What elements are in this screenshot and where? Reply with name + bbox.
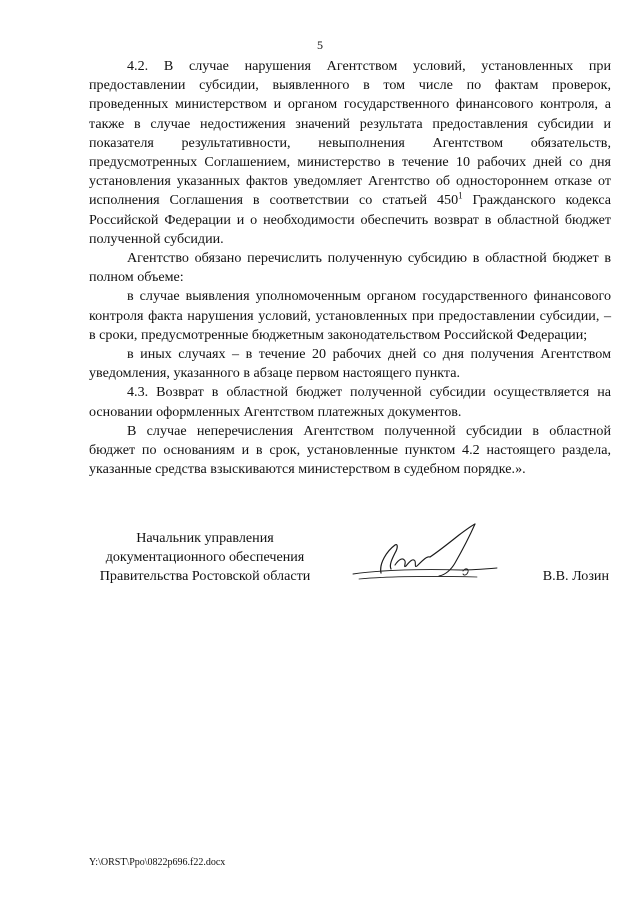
page-number: 5 bbox=[317, 38, 323, 52]
paragraph-4-3: 4.3. Возврат в областной бюджет полученной субсидии осуществляется на основании оформленных Агентством платежных документов. bbox=[89, 384, 611, 420]
signer-position-line-3: Правительства Ростовской области bbox=[99, 568, 311, 584]
file-path: Y:\ORST\Ppo\0822p696.f22.docx bbox=[89, 857, 226, 868]
signer-position bbox=[89, 529, 321, 586]
paragraph-non-transfer: В случае неперечисления Агентством полученной субсидии в областной бюджет по основаниям и в срок, установленные пунктом 4.2 настоящего раздела, указанные средства взыскиваются министерством в судебном порядке.». bbox=[89, 422, 611, 478]
signer-name: В.В. Лозин bbox=[542, 568, 609, 584]
signer-position-line-1: Начальник управления bbox=[136, 530, 274, 546]
article-superscript: 1 bbox=[458, 190, 463, 201]
paragraph-4-2-text-end: Гражданского кодекса Российской Федерации и о необходимости обеспечить возврат в областной бюджет полученной субсидии. bbox=[89, 192, 611, 247]
paragraph-4-2-text-start: 4.2. В случае нарушения Агентством условий, установленных при предоставлении субсидии, выявленного в том числе по фактам проверок, проведенных министерством и органом государственного финансового контроля, а также в случае недостижения значений результата предоставления субсидии и показателя результативности, невыполнения Агентством обязательств, предусмотренных Соглашением, министерство в течение 10 рабочих дней со дня установления указанных фактов уведомляет Агентство об одностороннем отказе от исполнения Соглашения в соответствии со статьей 450 bbox=[89, 58, 611, 209]
paragraph-4-2 bbox=[89, 57, 611, 249]
signature-block bbox=[89, 529, 611, 599]
handwritten-signature bbox=[351, 521, 501, 593]
paragraph-case-control: в случае выявления уполномоченным органом государственного финансового контроля факта нарушения условий, установленных при предоставлении субсидии, – в сроки, предусмотренные бюджетным законодательством Российской Федерации; bbox=[89, 288, 611, 343]
paragraph-obligation: Агентство обязано перечислить полученную субсидию в областной бюджет в полном объеме: bbox=[89, 250, 611, 286]
paragraph-case-other: в иных случаях – в течение 20 рабочих дней со дня получения Агентством уведомления, указанного в абзаце первом настоящего пункта. bbox=[89, 346, 611, 382]
document-body bbox=[89, 57, 611, 479]
signer-position-line-2: документационного обеспечения bbox=[105, 549, 305, 565]
